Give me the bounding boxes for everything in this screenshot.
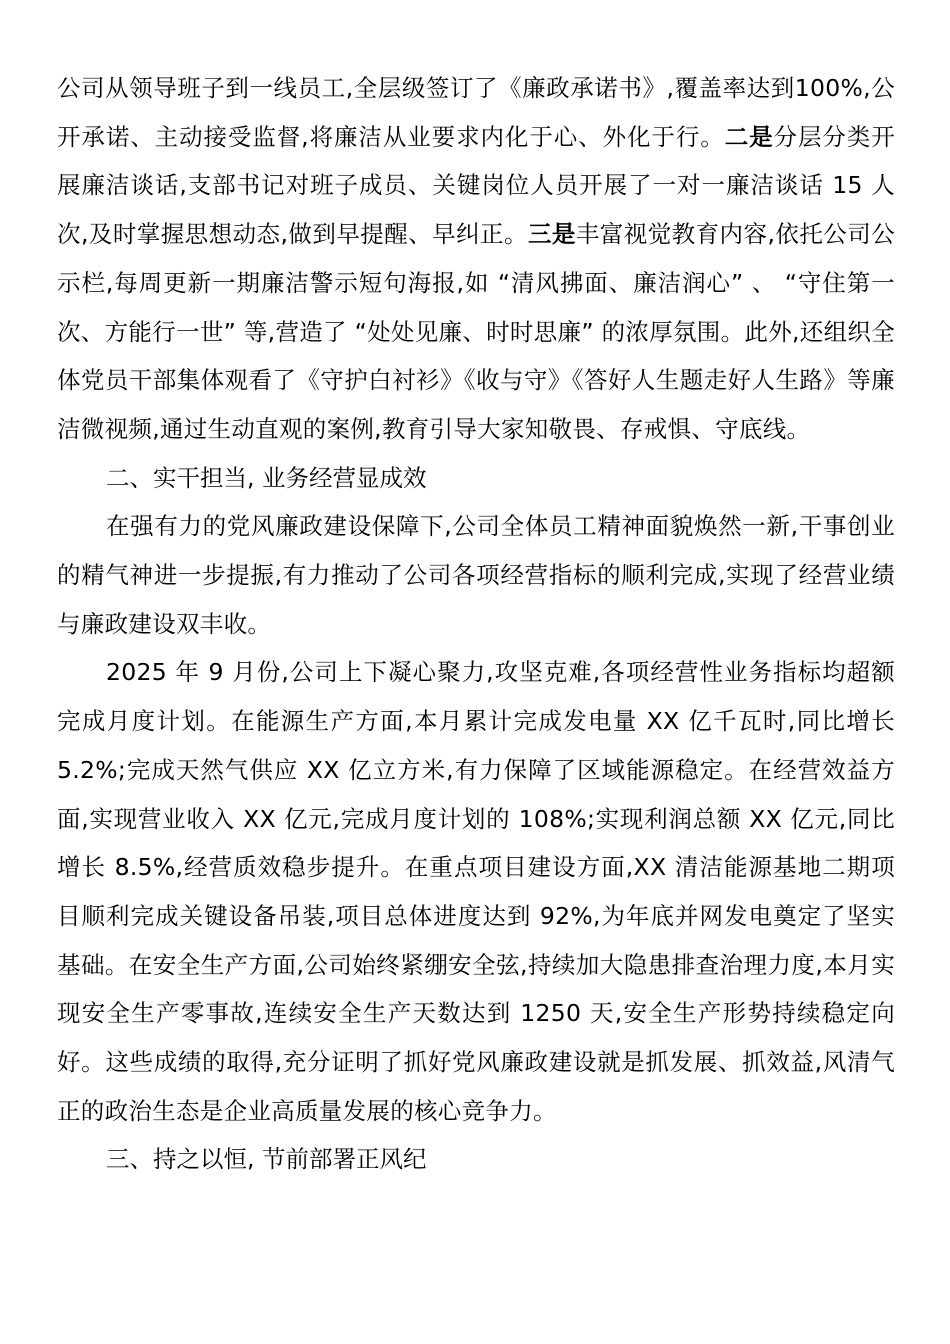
bold-marker-second: 二是 bbox=[724, 122, 774, 151]
paragraph-text: 公司从领导班子到一线员工,全层级签订了《廉政承诺书》,覆盖率达到100%,公开承诺、主动接受监督,将廉洁从业要求内化于心、外化于行。 bbox=[57, 74, 895, 151]
section-heading-2: 二、实干担当, 业务经营显成效 bbox=[106, 463, 427, 492]
paragraph-text: 丰富视觉教育内容,依托公司公示栏,每周更新一期廉洁警示短句海报,如 “清风拂面、廉洁润心” 、 “守住第一次、方能行一世” 等,营造了 “处处见廉、时时思廉” 的浓厚氛围。此外,还组织全体党员干部集体观看了《守护白衬衫》《收与守》《答好人生题走好人生路》等廉洁微视频,通过生动直观的案例,教育引导大家知敬畏、存戒惧、守底线。 bbox=[57, 220, 895, 443]
paragraph-text: 分层分类开展廉洁谈话,支部书记对班子成员、关键岗位人员开展了一对一廉洁谈话 15 人次,及时掌握思想动态,做到早提醒、早纠正。 bbox=[57, 122, 896, 249]
section-heading-3: 三、持之以恒, 节前部署正风纪 bbox=[106, 1145, 427, 1174]
document-page bbox=[57, 64, 895, 1184]
bold-marker-third: 三是 bbox=[527, 220, 576, 249]
paragraph-integrity-education bbox=[57, 64, 895, 454]
paragraph-business-results: 2025 年 9 月份,公司上下凝心聚力,攻坚克难,各项经营性业务指标均超额完成月度计划。在能源生产方面,本月累计完成发电量 XX 亿千瓦时,同比增长 5.2%;完成天然气供应 XX 亿立方米,有力保障了区域能源稳定。在经营效益方面,实现营业收入 XX 亿元,完成月度计划的 108%;实现利润总额 XX 亿元,同比增长 8.5%,经营质效稳步提升。在重点项目建设方面,XX 清洁能源基地二期项目顺利完成关键设备吊装,项目总体进度达到 92%,为年底并网发电奠定了坚实基础。在安全生产方面,公司始终紧绷安全弦,持续加大隐患排查治理力度,本月实现安全生产零事故,连续安全生产天数达到 1250 天,安全生产形势持续稳定向好。这些成绩的取得,充分证明了抓好党风廉政建设就是抓发展、抓效益,风清气正的政治生态是企业高质量发展的核心竞争力。 bbox=[57, 658, 895, 1125]
paragraph-business-intro: 在强有力的党风廉政建设保障下,公司全体员工精神面貌焕然一新,干事创业的精气神进一步提振,有力推动了公司各项经营指标的顺利完成,实现了经营业绩与廉政建设双丰收。 bbox=[57, 512, 895, 638]
